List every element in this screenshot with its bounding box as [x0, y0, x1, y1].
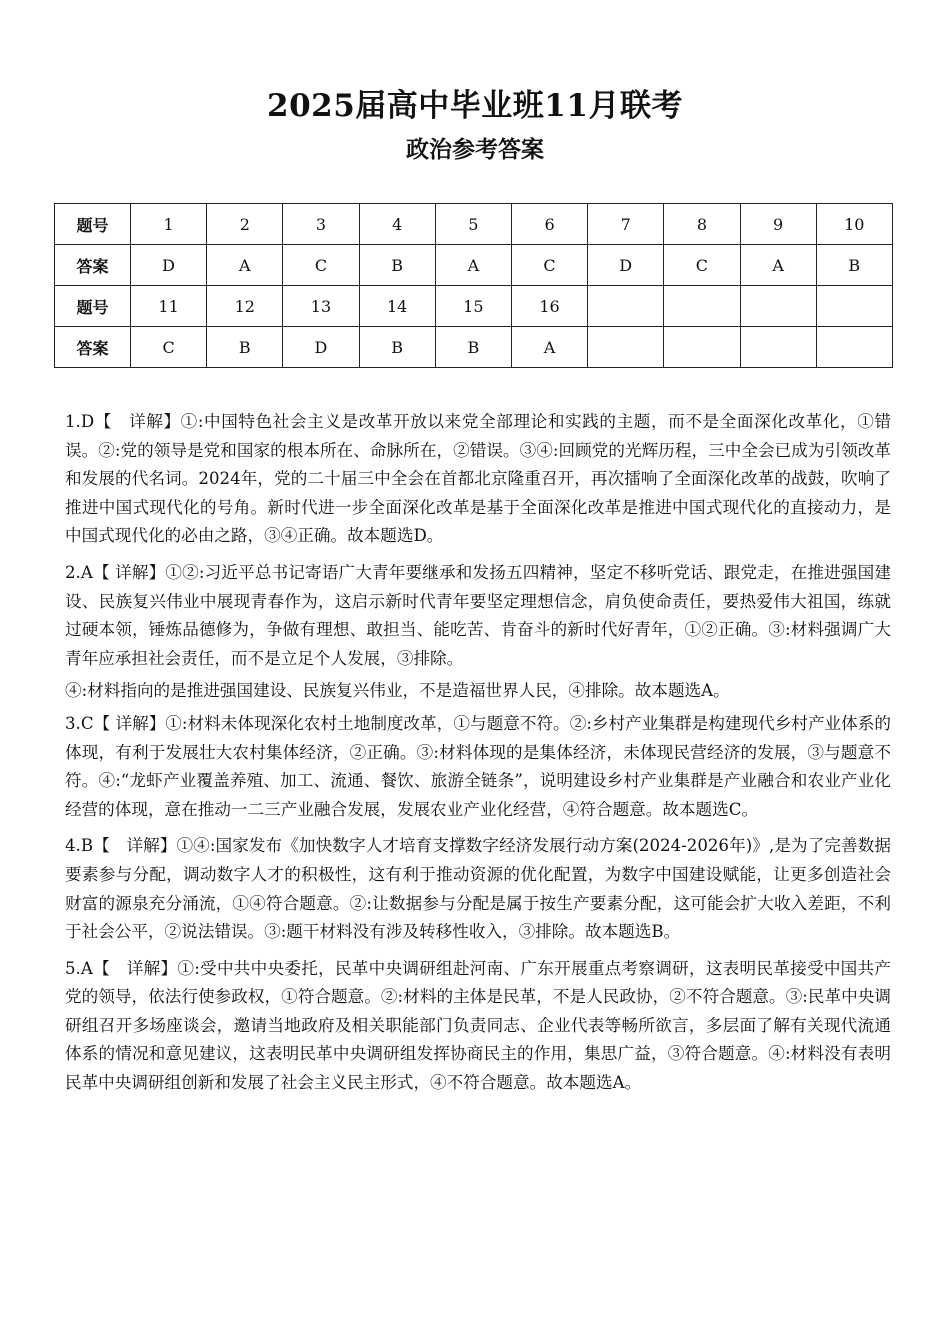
explanations — [65, 408, 891, 1106]
table-cell: A — [740, 245, 816, 286]
table-cell: D — [283, 327, 359, 368]
table-cell: B — [359, 245, 435, 286]
answer-table — [54, 203, 893, 368]
table-cell — [664, 286, 740, 327]
table-cell: 6 — [511, 204, 587, 245]
table-cell: C — [664, 245, 740, 286]
explanation-3: 3.C【 详解】①:材料未体现深化农村土地制度改革，①与题意不符。②:乡村产业集群是构建现代乡村产业体系的体现，有利于发展壮大农村集体经济，②正确。③:材料体现的是集体经济，未体现民营经济的发展，③与题意不符。④:“龙虾产业覆盖养殖、加工、流通、餐饮、旅游全链条”，说明建设乡村产业集群是产业融合和农业产业化经营的体现，意在推动一二三产业融合发展，发展农业产业化经营，④符合题意。故本题选C。 — [65, 713, 891, 819]
table-cell: B — [359, 327, 435, 368]
table-cell: 2 — [207, 204, 283, 245]
table-cell: 15 — [435, 286, 511, 327]
table-row — [55, 245, 893, 286]
table-cell: 7 — [588, 204, 664, 245]
explanation-4: 4.B【 详解】①④:国家发布《加快数字人才培育支撑数字经济发展行动方案(2024-2026年)》,是为了完善数据要素参与分配，调动数字人才的积极性，这有利于推动资源的优化配置，为数字中国建设赋能，让更多创造社会财富的源泉充分涌流，①④符合题意。②:让数据参与分配是属于按生产要素分配，这可能会扩大收入差距，不利于社会公平，②说法错误。③:题干材料没有涉及转移性收入，③排除。故本题选B。 — [65, 836, 891, 942]
explanation-2: 2.A【 详解】①②:习近平总书记寄语广大青年要继承和发扬五四精神，坚定不移听党话、跟党走，在推进强国建设、民族复兴伟业中展现青春作为，这启示新时代青年要坚定理想信念，肩负使命责任，要热爱伟大祖国，练就过硬本领，锤炼品德修为，争做有理想、敢担当、能吃苦、肯奋斗的新时代好青年，①②正确。③:材料强调广大青年应承担社会责任，而不是立足个人发展，③排除。 — [65, 562, 891, 668]
table-row — [55, 286, 893, 327]
table-cell: B — [435, 327, 511, 368]
table-row — [55, 327, 893, 368]
table-cell: D — [588, 245, 664, 286]
table-cell: C — [283, 245, 359, 286]
table-cell: D — [131, 245, 207, 286]
table-cell: B — [207, 327, 283, 368]
table-cell: 12 — [207, 286, 283, 327]
table-cell: 13 — [283, 286, 359, 327]
answer-table-body — [55, 204, 893, 368]
table-cell: 8 — [664, 204, 740, 245]
table-cell: A — [207, 245, 283, 286]
table-cell — [588, 327, 664, 368]
row-label: 答案 — [55, 245, 131, 286]
table-cell: 5 — [435, 204, 511, 245]
explanation-2-continued: ④:材料指向的是推进强国建设、民族复兴伟业，不是造福世界人民，④排除。故本题选A。 — [65, 681, 730, 701]
table-cell: C — [131, 327, 207, 368]
document-subtitle: 政治参考答案 — [406, 136, 544, 163]
table-cell — [740, 327, 816, 368]
table-cell — [588, 286, 664, 327]
table-cell: C — [511, 245, 587, 286]
table-cell — [816, 327, 892, 368]
table-cell: 14 — [359, 286, 435, 327]
row-label: 答案 — [55, 327, 131, 368]
table-cell: A — [435, 245, 511, 286]
row-label: 题号 — [55, 204, 131, 245]
table-row — [55, 204, 893, 245]
document-title: 2025届高中毕业班11月联考 — [267, 88, 683, 124]
table-cell: 9 — [740, 204, 816, 245]
table-cell: 11 — [131, 286, 207, 327]
table-cell — [740, 286, 816, 327]
table-cell: 1 — [131, 204, 207, 245]
table-cell: 10 — [816, 204, 892, 245]
table-cell: 3 — [283, 204, 359, 245]
table-cell — [816, 286, 892, 327]
explanation-1: 1.D【 详解】①:中国特色社会主义是改革开放以来党全部理论和实践的主题，而不是全面深化改革化，①错误。②:党的领导是党和国家的根本所在、命脉所在，②错误。③④:回顾党的光辉历程，三中全会已成为引领改革和发展的代名词。2024年，党的二十届三中全会在首都北京隆重召开，再次擂响了全面深化改革的战鼓，吹响了推进中国式现代化的号角。新时代进一步全面深化改革是基于全面深化改革是推进中国式现代化的直接动力，是中国式现代化的必由之路，③④正确。故本题选D。 — [65, 412, 891, 546]
table-cell: A — [511, 327, 587, 368]
table-cell: 16 — [511, 286, 587, 327]
explanation-5: 5.A【 详解】①:受中共中央委托，民革中央调研组赴河南、广东开展重点考察调研，这表明民革接受中国共产党的领导，依法行使参政权，①符合题意。②:材料的主体是民革，不是人民政协，②不符合题意。③:民革中央调研组召开多场座谈会，邀请当地政府及相关职能部门负责同志、企业代表等畅所欲言，多层面了解有关现代流通体系的情况和意见建议，这表明民革中央调研组发挥协商民主的作用，集思广益，③符合题意。④:材料没有表明民革中央调研组创新和发展了社会主义民主形式，④不符合题意。故本题选A。 — [65, 958, 891, 1093]
table-cell: 4 — [359, 204, 435, 245]
table-cell — [664, 327, 740, 368]
table-cell: B — [816, 245, 892, 286]
row-label: 题号 — [55, 286, 131, 327]
